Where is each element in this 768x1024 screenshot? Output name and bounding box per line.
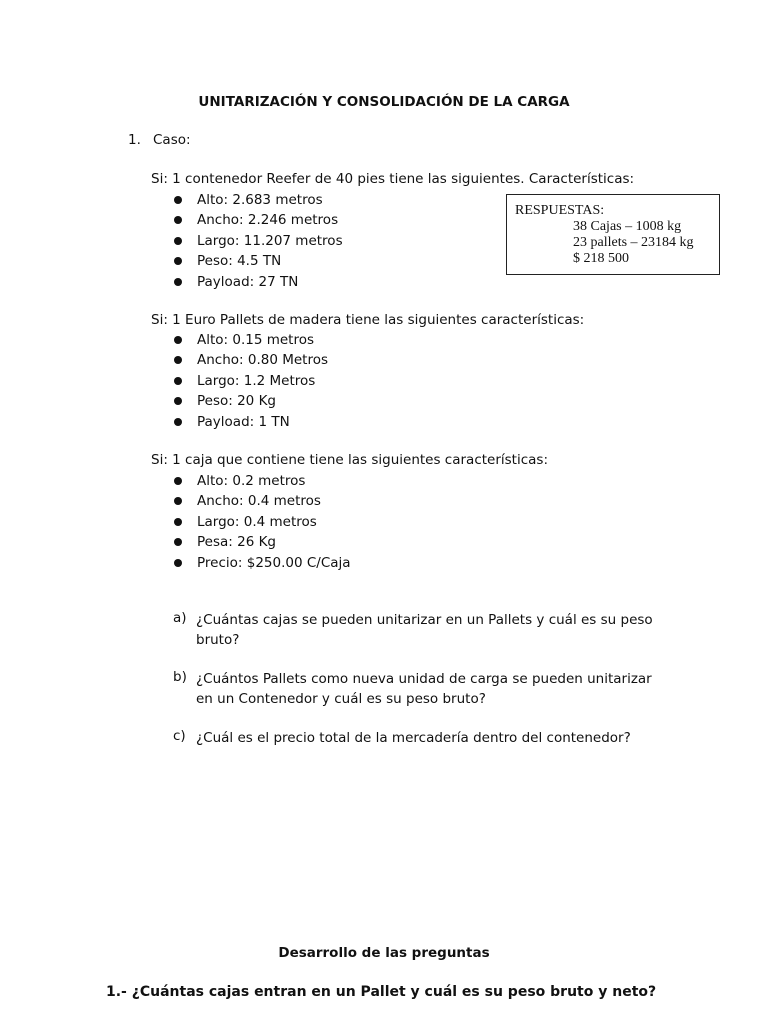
- bullet-icon: [174, 559, 182, 567]
- bullet-icon: [174, 356, 182, 364]
- container-intro: Si: 1 contenedor Reefer de 40 pies tiene las siguientes. Características:: [151, 171, 635, 187]
- bullet-icon: [174, 418, 182, 426]
- box-intro: Si: 1 caja que contiene tiene las siguientes características:: [151, 452, 549, 468]
- case-number: 1.: [128, 132, 141, 148]
- case-label: Caso:: [153, 132, 191, 148]
- list-item: Largo: 1.2 Metros: [172, 371, 328, 391]
- pallet-specs-list: [172, 330, 328, 432]
- pallet-intro: Si: 1 Euro Pallets de madera tiene las siguientes características:: [151, 312, 585, 328]
- bullet-icon: [174, 196, 182, 204]
- question-a-text: ¿Cuántas cajas se pueden unitarizar en un Pallets y cuál es su peso bruto?: [196, 612, 653, 649]
- question-a-letter: a): [173, 610, 187, 626]
- answer-line: $ 218 500: [573, 251, 629, 266]
- list-item: Largo: 0.4 metros: [172, 512, 351, 532]
- question-c-text: ¿Cuál es el precio total de la mercadería dentro del contenedor?: [196, 730, 631, 746]
- list-item: Alto: 0.2 metros: [172, 471, 351, 491]
- bullet-icon: [174, 397, 182, 405]
- bullet-icon: [174, 336, 182, 344]
- list-item: Ancho: 2.246 metros: [172, 210, 343, 230]
- list-item: Precio: $250.00 C/Caja: [172, 553, 351, 573]
- list-item: Peso: 4.5 TN: [172, 251, 343, 271]
- development-title: Desarrollo de las preguntas: [278, 945, 490, 961]
- list-item: Payload: 1 TN: [172, 412, 328, 432]
- document-title: UNITARIZACIÓN Y CONSOLIDACIÓN DE LA CARGA: [198, 94, 570, 110]
- answer-line: 23 pallets – 23184 kg: [573, 235, 694, 250]
- answers-box: [506, 194, 720, 275]
- list-item: Ancho: 0.80 Metros: [172, 350, 328, 370]
- bullet-icon: [174, 377, 182, 385]
- bullet-icon: [174, 216, 182, 224]
- bullet-icon: [174, 518, 182, 526]
- question-c-letter: c): [173, 728, 186, 744]
- answer-line: 38 Cajas – 1008 kg: [573, 219, 682, 234]
- list-item: Payload: 27 TN: [172, 272, 343, 292]
- box-specs-list: [172, 471, 351, 573]
- list-item: Alto: 0.15 metros: [172, 330, 328, 350]
- bullet-icon: [174, 278, 182, 286]
- question-b-text: ¿Cuántos Pallets como nueva unidad de carga se pueden unitarizar en un Contenedor y cuál es su peso bruto?: [196, 671, 652, 708]
- list-item: Largo: 11.207 metros: [172, 231, 343, 251]
- answers-heading: RESPUESTAS:: [515, 203, 605, 218]
- list-item: Pesa: 26 Kg: [172, 532, 351, 552]
- question-b-letter: b): [173, 669, 187, 685]
- list-item: Alto: 2.683 metros: [172, 190, 343, 210]
- development-question-1: 1.- ¿Cuántas cajas entran en un Pallet y cuál es su peso bruto y neto?: [106, 984, 657, 1000]
- bullet-icon: [174, 477, 182, 485]
- bullet-icon: [174, 257, 182, 265]
- bullet-icon: [174, 538, 182, 546]
- bullet-icon: [174, 237, 182, 245]
- container-specs-list: [172, 190, 343, 292]
- bullet-icon: [174, 497, 182, 505]
- list-item: Peso: 20 Kg: [172, 391, 328, 411]
- list-item: Ancho: 0.4 metros: [172, 491, 351, 511]
